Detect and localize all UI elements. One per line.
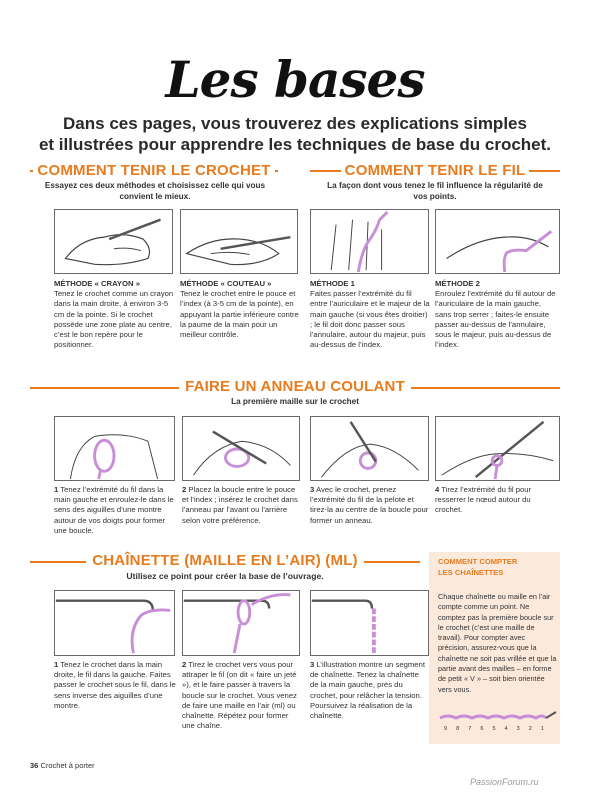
caption-text: Tirez l’extrémité du fil pour resserrer le nœud autour du crochet. — [435, 485, 532, 515]
chain-count-label: 4 — [504, 726, 508, 732]
chain-count-label: 8 — [456, 726, 460, 732]
caption-methode-crayon — [54, 279, 175, 350]
chain-count-label: 7 — [468, 726, 472, 732]
intro-line-2: et illustrées pour apprendre les techniques de base du crochet. — [38, 135, 552, 154]
caption-text: Placez la boucle entre le pouce et l’index ; insérez le crochet dans l’anneau par l’avant ou l’arrière selon votre préférence. — [182, 485, 298, 525]
section-title-tenir-crochet — [30, 162, 278, 179]
illustration-fil-methode-2 — [435, 209, 560, 274]
illustration-anneau-1 — [54, 416, 175, 481]
caption-methode-couteau — [180, 279, 300, 340]
subtitle-line: convient le mieux. — [119, 192, 191, 201]
section-subtitle — [312, 180, 558, 202]
step-number: 4 — [435, 485, 440, 494]
caption-chainette-1 — [54, 660, 176, 711]
sidebar-text: Chaque chaînette ou maille en l’air compte comme un point. Ne comptez pas la première boucle sur le crochet (c’est une maille de travail). Pour compter avec précision, assurez-vous que la chaînette ne soit pas vrillée et que la partie avant des mailles – en forme de petit « V » – soit bien orientée vers vous. — [438, 592, 557, 694]
caption-label: MÉTHODE 2 — [435, 279, 480, 288]
step-number: 3 — [310, 485, 315, 494]
illustration-fil-methode-1 — [310, 209, 429, 274]
caption-chainette-2 — [182, 660, 300, 731]
caption-text: Tenez le crochet entre le pouce et l’index (à 3-5 cm de la pointe), en appuyant la partie inférieure contre la paume de la main pour un meilleur contrôle. — [180, 289, 299, 340]
caption-anneau-2 — [182, 485, 300, 526]
step-number: 2 — [182, 485, 187, 494]
section-subtitle: La première maille sur le crochet — [231, 397, 359, 406]
chain-count-label: 1 — [540, 726, 544, 732]
section-subtitle — [40, 180, 270, 202]
chain-count-labels — [444, 726, 544, 732]
illustration-hand-couteau — [180, 209, 298, 274]
page-footer — [30, 761, 95, 770]
section-subtitle: Utilisez ce point pour créer la base de l’ouvrage. — [126, 571, 324, 581]
caption-anneau-4 — [435, 485, 559, 516]
magazine-name: Crochet à porter — [40, 761, 95, 770]
caption-label: MÉTHODE « CRAYON » — [54, 279, 141, 288]
chain-count-label: 9 — [444, 726, 448, 732]
chain-count-label: 6 — [480, 726, 484, 732]
caption-anneau-1 — [54, 485, 176, 536]
section-title-text: CHAÎNETTE (MAILLE EN L’AIR) (ML) — [86, 552, 364, 569]
page-title: Les bases — [165, 50, 425, 109]
subtitle-line: Essayez ces deux méthodes et choisissez celle qui vous — [44, 181, 266, 190]
sidebar-chain-diagram — [438, 708, 558, 740]
caption-methode-2 — [435, 279, 557, 350]
illustration-hand-crayon — [54, 209, 173, 274]
sidebar-title — [438, 556, 558, 578]
subtitle-line: La façon dont vous tenez le fil influence la régularité de — [327, 181, 543, 190]
subtitle-line: vos points. — [413, 192, 457, 201]
caption-text: L’illustration montre un segment de chaînette. Tenez la chaînette de la main gauche, près du crochet, pour relâcher la tension. Poursuivez la réalisation de la chaînette. — [310, 660, 425, 721]
sidebar-title-line: COMMENT COMPTER — [438, 557, 518, 566]
illustration-anneau-3 — [310, 416, 429, 481]
illustration-chainette-2 — [182, 590, 300, 656]
section-title-tenir-fil — [310, 162, 560, 179]
caption-anneau-3 — [310, 485, 429, 526]
illustration-anneau-2 — [182, 416, 300, 481]
illustration-chainette-3 — [310, 590, 429, 656]
caption-chainette-3 — [310, 660, 429, 721]
caption-text: Tenez le crochet dans la main droite, le fil dans la gauche. Faites passer le crochet sous le fil, dans le sens inverse des aiguilles d’une montre. — [54, 660, 176, 710]
illustration-chainette-1 — [54, 590, 175, 656]
caption-text: Faites passer l’extrémité du fil entre l’auriculaire et le majeur de la main gauche (si vous êtes droitier) ; le fil doit donc passer sous l’annulaire, autour du majeur, puis au-dessus de l’index. — [310, 289, 430, 350]
page-number: 36 — [30, 761, 39, 770]
sidebar-title-line: LES CHAÎNETTES — [438, 568, 504, 577]
section-title-chainette — [30, 552, 420, 569]
section-title-text: COMMENT TENIR LE CROCHET — [33, 162, 274, 179]
chain-diagram — [438, 708, 558, 740]
caption-label: MÉTHODE « COUTEAU » — [180, 279, 272, 288]
step-number: 2 — [182, 660, 187, 669]
caption-text: Tenez le crochet comme un crayon dans la main droite, à environ 3-5 cm de la pointe. Si le crochet possède une zone plate au centre, c’est le bon repère pour le positionner. — [54, 289, 174, 350]
chain-count-label: 2 — [528, 726, 532, 732]
section-title-text: FAIRE UN ANNEAU COULANT — [179, 378, 411, 395]
intro — [0, 113, 590, 155]
caption-text: Tenez l’extrémité du fil dans la main gauche et enroulez-le dans le sens des aiguilles d’une montre autour de vos doigts pour former une boucle. — [54, 485, 174, 535]
step-number: 1 — [54, 660, 59, 669]
caption-methode-1 — [310, 279, 430, 350]
caption-label: MÉTHODE 1 — [310, 279, 355, 288]
intro-line-1: Dans ces pages, vous trouverez des explications simples — [63, 114, 527, 133]
section-title-anneau — [30, 378, 560, 395]
caption-text: Enroulez l’extrémité du fil autour de l’auriculaire de la main gauche, sans trop serrer ; faites-le ensuite passer au-dessus de l’annulaire, sous le majeur, puis au-dessus de l’index. — [435, 289, 556, 350]
illustration-anneau-4 — [435, 416, 560, 481]
step-number: 3 — [310, 660, 315, 669]
caption-text: Tirez le crochet vers vous pour attraper le fil (on dit « faire un jeté »), et le faire passer à travers la boucle sur le crochet. Vous venez de faire une maille en l’air (ml) ou chaînette. Répétez pour former une chaîne. — [182, 660, 297, 731]
chain-count-label: 5 — [492, 726, 496, 732]
section-title-text: COMMENT TENIR LE FIL — [341, 162, 530, 179]
watermark: PassionForum.ru — [470, 777, 539, 787]
step-number: 1 — [54, 485, 59, 494]
caption-text: Avec le crochet, prenez l’extrémité du fil de la pelote et tirez-la au centre de la boucle pour former un anneau. — [310, 485, 429, 525]
chain-count-label: 3 — [516, 726, 520, 732]
